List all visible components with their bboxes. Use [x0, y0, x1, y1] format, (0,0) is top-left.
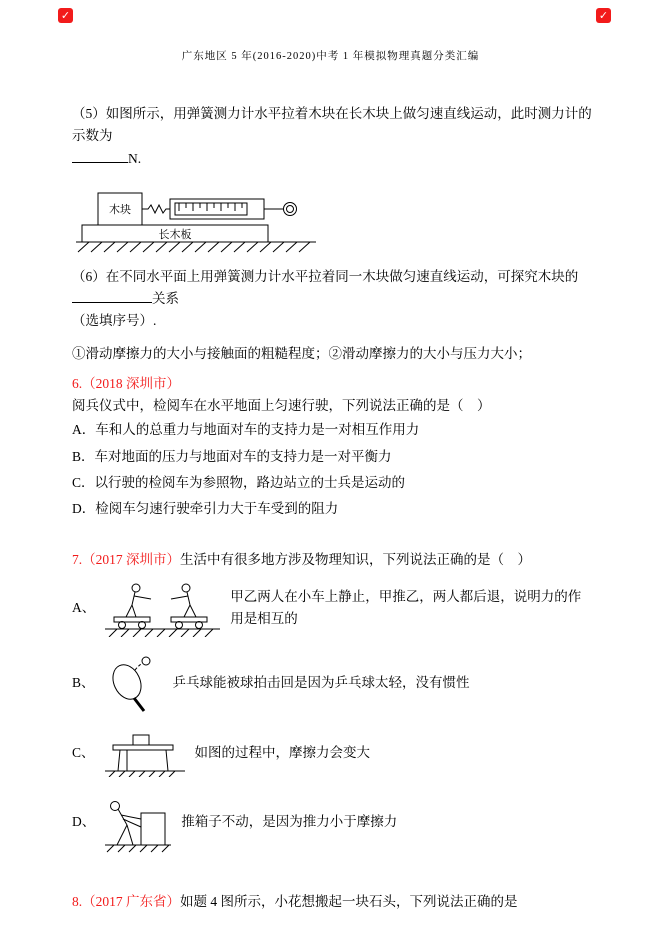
two-people-on-carts-figure — [105, 579, 220, 637]
table-tennis-paddle-diagram — [105, 651, 163, 715]
q6sub-numbered-choices: ①滑动摩擦力的大小与接触面的粗糙程度；②滑动摩擦力的大小与压力大小； — [72, 345, 531, 361]
q7-option-c-text: 如图的过程中，摩擦力会变大 — [194, 744, 371, 760]
answer-blank — [72, 149, 128, 163]
q7-option-c — [72, 729, 593, 777]
q6-option-b: B．车对地面的压力与地面对车的支持力是一对平衡力 — [72, 448, 392, 464]
table-tennis-paddle-figure — [105, 651, 163, 715]
spring-connector — [142, 205, 170, 213]
board-label: 长木板 — [158, 228, 192, 241]
q5-text — [72, 103, 593, 148]
q7-number: 7.（2017 深圳市） — [72, 551, 180, 567]
q7-option-a — [72, 579, 593, 637]
q8-stem: 如题 4 图所示，小花想搬起一块石头，下列说法正确的是 — [180, 893, 518, 909]
q7-option-a-label: A、 — [72, 599, 96, 615]
q7-option-c-label: C、 — [72, 744, 95, 760]
q6-option-d: D．检阅车匀速行驶牵引力大于车受到的阻力 — [72, 501, 339, 517]
ground-hatching — [78, 242, 310, 252]
q5-stem: （5）如图所示，用弹簧测力计水平拉着木块在长木块上做匀速直线运动，此时测力计的示数为 — [72, 106, 592, 144]
q7-option-d-label: D、 — [72, 813, 96, 829]
q6-option-a: A．车和人的总重力与地面对车的支持力是一对相互作用力 — [72, 422, 420, 438]
document-content — [0, 103, 661, 913]
person-pushing-box-figure — [105, 791, 171, 853]
question-6 — [72, 373, 593, 523]
q7-stem: 生活中有很多地方涉及物理知识，下列说法正确的是（ ） — [180, 551, 531, 567]
q8-number: 8.（2017 广东省） — [72, 893, 180, 909]
block-label: 木块 — [109, 203, 131, 216]
q6-stem: 阅兵仪式中，检阅车在水平地面上匀速行驶，下列说法正确的是（ ） — [72, 398, 491, 414]
q6sub-stem: （6）在不同水平面上用弹簧测力计水平拉着同一木块做匀速直线运动，可探究木块的 — [72, 268, 579, 284]
person-pushing-box-diagram — [105, 791, 171, 853]
check-icon: ✓ — [596, 8, 611, 23]
q6sub-line2: （选填序号）. — [72, 313, 157, 329]
q7-option-b — [72, 651, 593, 715]
answer-blank — [72, 290, 152, 304]
q6-stem-line — [72, 373, 593, 418]
q7-option-a-text: 甲乙两人在小车上静止，甲推乙，两人都后退，说明力的作用是相互的 — [230, 588, 582, 626]
two-people-on-carts-diagram — [105, 579, 220, 637]
question-8 — [72, 891, 593, 913]
q7-option-d — [72, 791, 593, 853]
q7-option-d-text: 推箱子不动，是因为推力小于摩擦力 — [181, 813, 398, 829]
q8-stem-line — [72, 891, 593, 913]
q6sub-text — [72, 266, 593, 311]
q7-option-b-text: 乒乓球能被球拍击回是因为乒乓球太轻，没有惯性 — [172, 674, 470, 690]
q7-stem-line — [72, 549, 593, 571]
table-on-ground-figure — [105, 729, 185, 777]
page-header-title: 广东地区 5 年(2016-2020)中考 1 年模拟物理真题分类汇编 — [181, 51, 480, 62]
check-icon: ✓ — [58, 8, 73, 23]
question-7 — [72, 549, 593, 853]
q5-answer-line — [72, 148, 593, 170]
q6sub-after-blank: 关系 — [152, 291, 179, 307]
spring-scale-diagram — [76, 180, 316, 254]
q5-blank-unit: N. — [128, 150, 142, 166]
pull-ring — [284, 202, 297, 215]
q7-option-b-label: B、 — [72, 674, 95, 690]
q5-figure — [76, 180, 593, 254]
table-on-ground-diagram — [105, 729, 185, 777]
pull-ring-inner — [287, 205, 294, 212]
q6-option-c: C．以行驶的检阅车为参照物，路边站立的士兵是运动的 — [72, 475, 406, 491]
q6-number: 6.（2018 深圳市） — [72, 375, 180, 391]
